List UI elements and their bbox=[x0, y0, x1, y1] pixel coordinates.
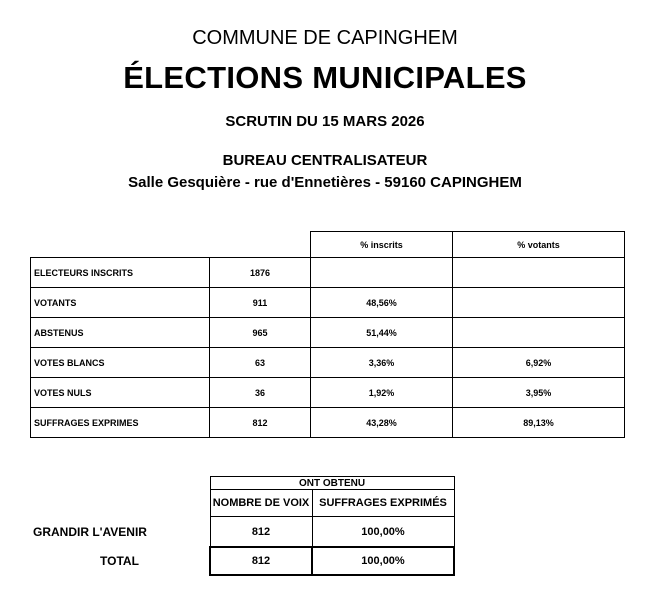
row-pct-votants bbox=[453, 288, 625, 318]
row-value: 812 bbox=[210, 408, 311, 438]
participation-table bbox=[30, 231, 625, 438]
table-row bbox=[31, 378, 625, 408]
table-row bbox=[31, 348, 625, 378]
row-label: VOTES BLANCS bbox=[31, 348, 210, 378]
results-table bbox=[30, 476, 455, 576]
row-value: 63 bbox=[210, 348, 311, 378]
row-pct-inscrits: 3,36% bbox=[311, 348, 453, 378]
empty-cell bbox=[210, 232, 311, 258]
row-value: 911 bbox=[210, 288, 311, 318]
row-pct-votants: 3,95% bbox=[453, 378, 625, 408]
row-pct-inscrits: 51,44% bbox=[311, 318, 453, 348]
row-label: SUFFRAGES EXPRIMES bbox=[31, 408, 210, 438]
bureau-address: Salle Gesquière - rue d'Ennetières - 59160 CAPINGHEM bbox=[128, 174, 522, 191]
row-pct-inscrits: 48,56% bbox=[311, 288, 453, 318]
list-name: GRANDIR L'AVENIR bbox=[33, 524, 147, 539]
bureau-name: BUREAU CENTRALISATEUR bbox=[222, 152, 428, 169]
list-pct: 100,00% bbox=[312, 517, 454, 548]
col-header-pct-votants: % votants bbox=[453, 232, 625, 258]
col-header-pct-inscrits: % inscrits bbox=[311, 232, 453, 258]
page-title: ÉLECTIONS MUNICIPALES bbox=[123, 60, 527, 95]
list-voix: 812 bbox=[210, 517, 312, 548]
total-label: TOTAL bbox=[100, 554, 139, 568]
commune-name: COMMUNE DE CAPINGHEM bbox=[192, 27, 458, 49]
empty-cell bbox=[30, 477, 210, 490]
row-value: 1876 bbox=[210, 258, 311, 288]
results-column-header-row bbox=[30, 490, 454, 517]
empty-cell bbox=[30, 490, 210, 517]
row-label: VOTES NULS bbox=[31, 378, 210, 408]
col-header-suffrages: SUFFRAGES EXPRIMÉS bbox=[312, 490, 454, 517]
total-row bbox=[30, 547, 454, 575]
participation-header-row bbox=[31, 232, 625, 258]
results-group-header-row bbox=[30, 477, 454, 490]
table-row bbox=[31, 318, 625, 348]
row-pct-inscrits bbox=[311, 258, 453, 288]
table-row bbox=[31, 408, 625, 438]
row-pct-votants: 6,92% bbox=[453, 348, 625, 378]
scrutin-date: SCRUTIN DU 15 MARS 2026 bbox=[225, 113, 425, 130]
row-pct-inscrits: 1,92% bbox=[311, 378, 453, 408]
row-pct-votants bbox=[453, 318, 625, 348]
table-row bbox=[31, 258, 625, 288]
list-item bbox=[30, 517, 454, 548]
row-pct-votants bbox=[453, 258, 625, 288]
table-row bbox=[31, 288, 625, 318]
row-pct-votants: 89,13% bbox=[453, 408, 625, 438]
row-value: 36 bbox=[210, 378, 311, 408]
row-label: ELECTEURS INSCRITS bbox=[31, 258, 210, 288]
row-value: 965 bbox=[210, 318, 311, 348]
empty-cell bbox=[31, 232, 210, 258]
row-label: ABSTENUS bbox=[31, 318, 210, 348]
ont-obtenu-header: ONT OBTENU bbox=[210, 477, 454, 490]
row-label: VOTANTS bbox=[31, 288, 210, 318]
total-pct: 100,00% bbox=[312, 547, 454, 575]
total-voix: 812 bbox=[210, 547, 312, 575]
row-pct-inscrits: 43,28% bbox=[311, 408, 453, 438]
col-header-voix: NOMBRE DE VOIX bbox=[210, 490, 312, 517]
